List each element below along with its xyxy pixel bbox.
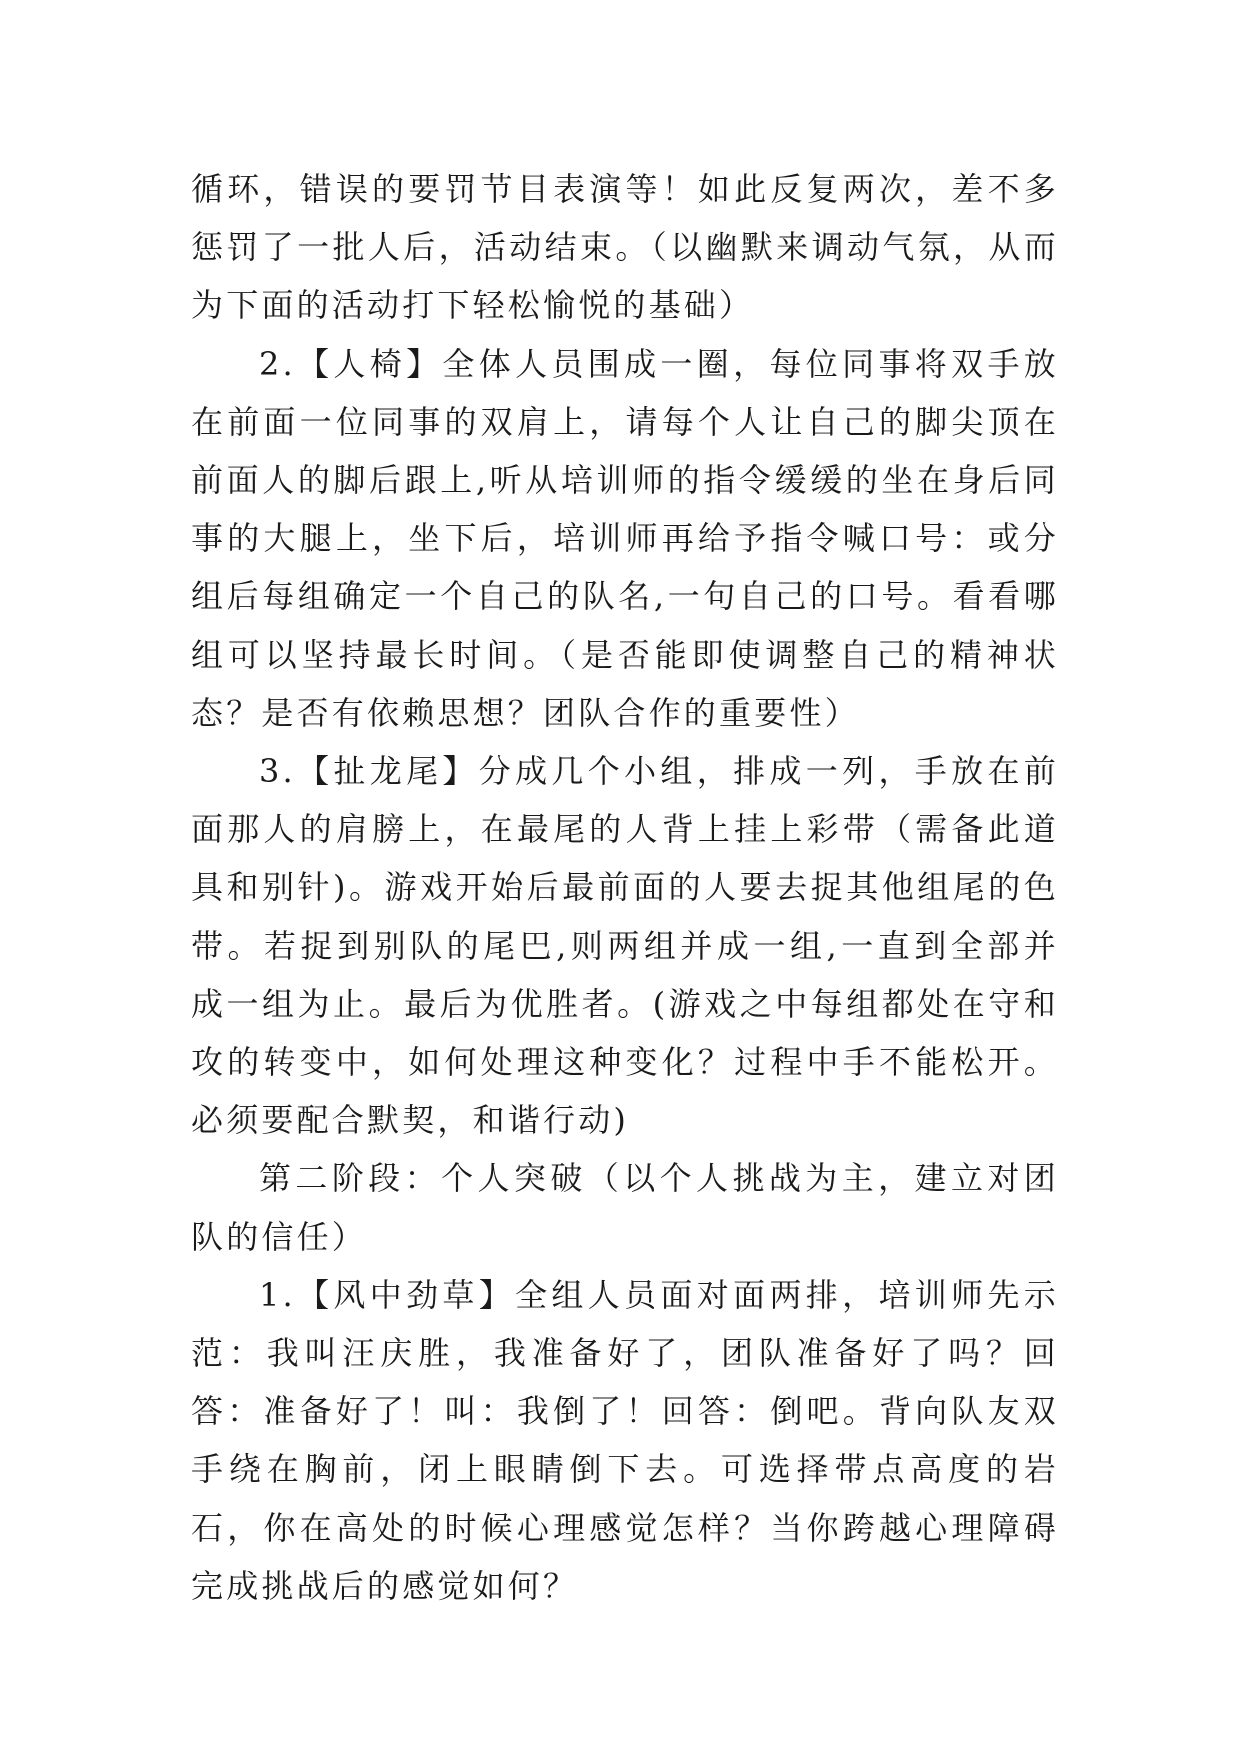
paragraph-human-chair: 2.【人椅】全体人员围成一圈，每位同事将双手放在前面一位同事的双肩上，请每个人让自己的脚尖顶在前面人的脚后跟上,听从培训师的指令缓缓的坐在身后同事的大腿上，坐下后，培训师再给予指令喊口号：或分组后每组确定一个自己的队名,一句自己的口号。看看哪组可以坚持最长时间。（是否能即使调整自己的精神状态？是否有依赖思想？团队合作的重要性） [191, 344, 1059, 732]
paragraph-wind-grass: 1.【风中劲草】全组人员面对面两排，培训师先示范：我叫汪庆胜，我准备好了，团队准备好了吗？回答：准备好了！叫：我倒了！回答：倒吧。背向队友双手绕在胸前，闭上眼睛倒下去。可选择带点高度的岩石，你在高处的时候心理感觉怎样？当你跨越心理障碍完成挑战后的感觉如何？ [191, 1275, 1059, 1605]
paragraph-stage-two-heading: 第二阶段：个人突破（以个人挑战为主，建立对团队的信任） [191, 1159, 1059, 1256]
document-body [191, 160, 1059, 1615]
paragraph-dragon-tail: 3.【扯龙尾】分成几个小组，排成一列，手放在前面那人的肩膀上，在最尾的人背上挂上彩带（需备此道具和别针)。游戏开始后最前面的人要去捉其他组尾的色带。若捉到别队的尾巴,则两组并成一组,一直到全部并成一组为止。最后为优胜者。(游戏之中每组都处在守和攻的转变中，如何处理这种变化？过程中手不能松开。必须要配合默契，和谐行动) [191, 752, 1059, 1140]
paragraph-continuation: 循环，错误的要罚节目表演等！如此反复两次，差不多惩罚了一批人后，活动结束。（以幽默来调动气氛，从而为下面的活动打下轻松愉悦的基础） [191, 170, 1059, 325]
